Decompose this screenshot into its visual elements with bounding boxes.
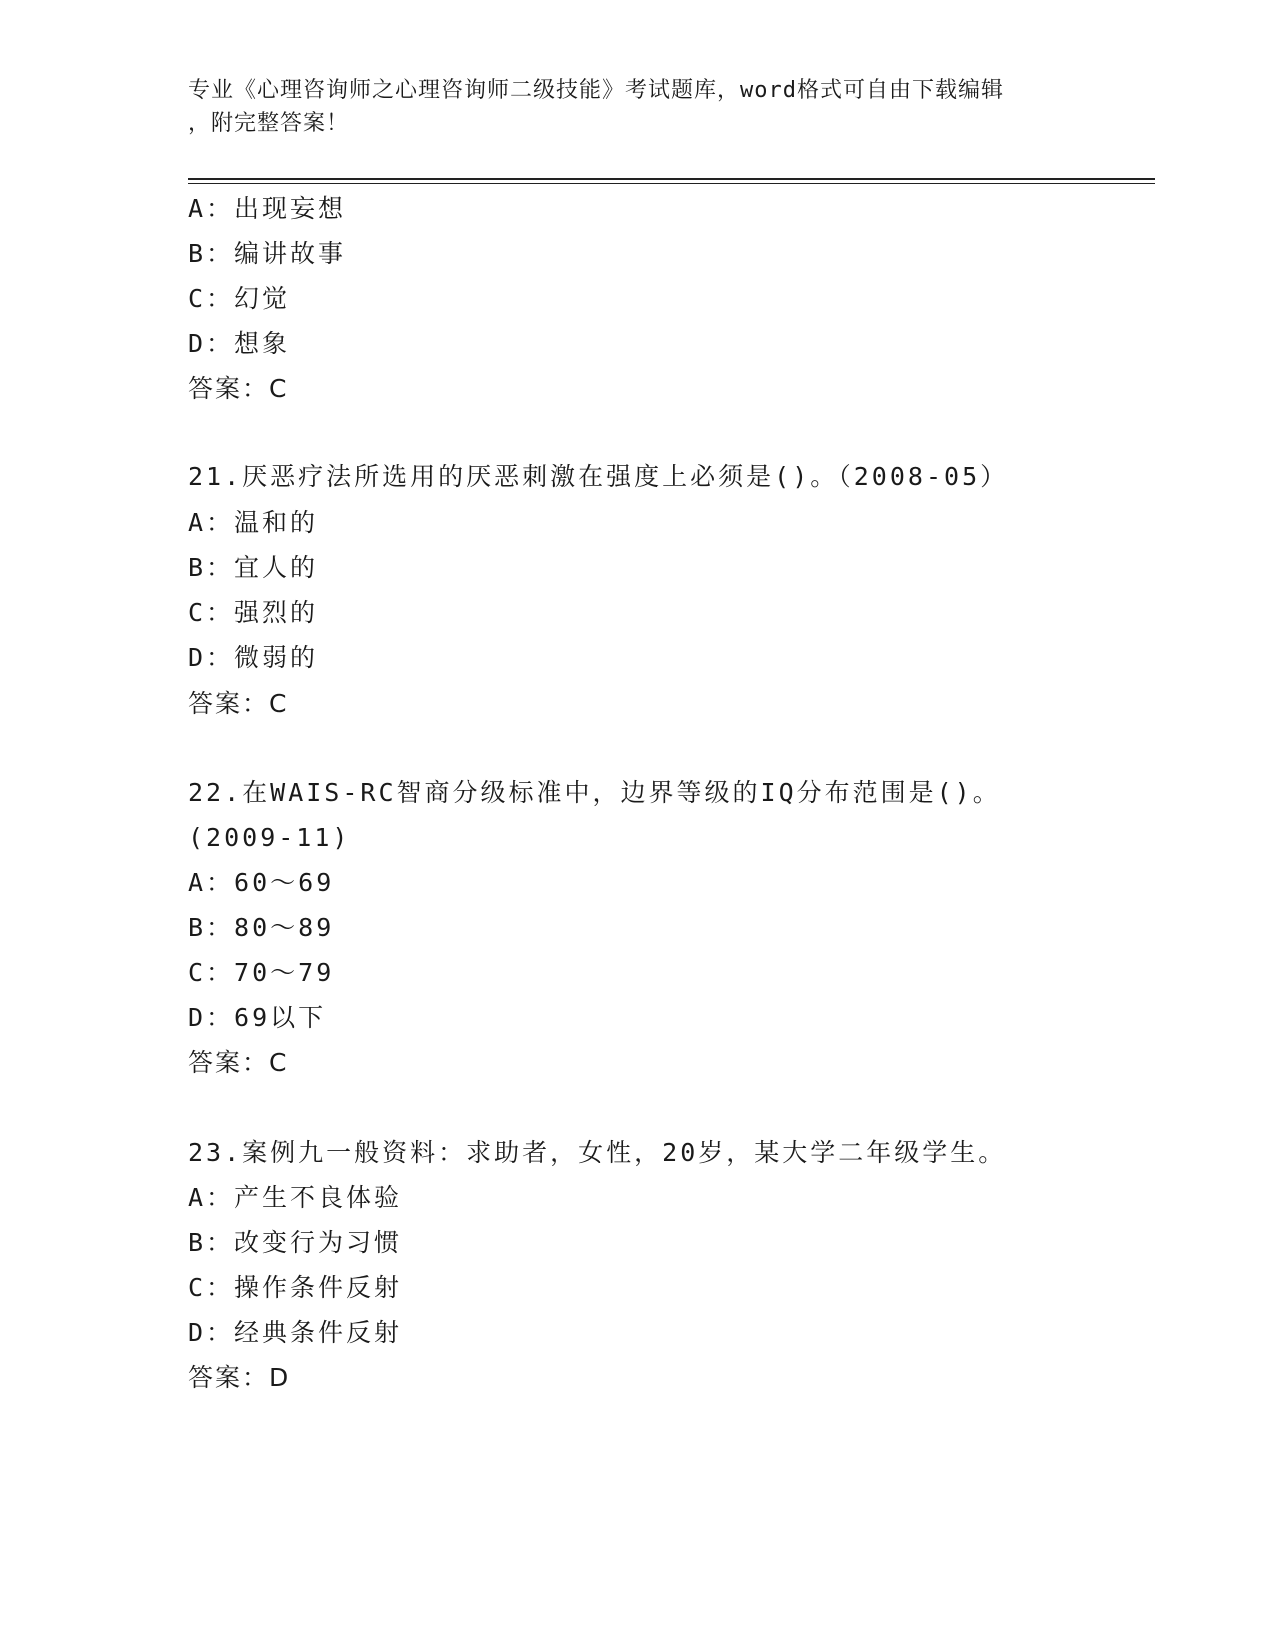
- header-title-line1: 专业《心理咨询师之心理咨询师二级技能》考试题库，word格式可自由下载编辑: [188, 78, 1004, 103]
- question-stem-continued: (2009-11): [188, 823, 351, 852]
- option-b: B：80～89: [188, 913, 335, 942]
- header-title-line2: ，附完整答案！: [188, 111, 350, 136]
- header-divider-thick: [188, 178, 1155, 180]
- option-b: B：改变行为习惯: [188, 1228, 403, 1257]
- option-d: D：69以下: [188, 1003, 327, 1032]
- question-stem: 21.厌恶疗法所选用的厌恶刺激在强度上必须是()。（2008-05）: [188, 462, 1009, 491]
- option-b: B：宜人的: [188, 553, 319, 582]
- answer: 答案：C: [188, 689, 289, 718]
- option-d: D：经典条件反射: [188, 1318, 403, 1347]
- option-a: A：产生不良体验: [188, 1183, 403, 1212]
- answer: 答案：D: [188, 1363, 291, 1392]
- document-header: [188, 74, 1088, 140]
- option-b: B：编讲故事: [188, 239, 347, 268]
- option-a: A：60～69: [188, 868, 335, 897]
- header-divider-thin: [188, 183, 1155, 184]
- option-a: A：温和的: [188, 508, 319, 537]
- option-d: D：微弱的: [188, 643, 319, 672]
- question-stem: 22.在WAIS-RC智商分级标准中，边界等级的IQ分布范围是()。: [188, 778, 1001, 807]
- option-d: D：想象: [188, 329, 291, 358]
- answer: 答案：C: [188, 374, 289, 403]
- option-c: C：操作条件反射: [188, 1273, 403, 1302]
- option-c: C：70～79: [188, 958, 335, 987]
- option-a: A：出现妄想: [188, 194, 347, 223]
- option-c: C：幻觉: [188, 284, 291, 313]
- question-stem: 23.案例九一般资料：求助者，女性，20岁，某大学二年级学生。: [188, 1138, 1007, 1167]
- answer: 答案：C: [188, 1048, 289, 1077]
- option-c: C：强烈的: [188, 598, 319, 627]
